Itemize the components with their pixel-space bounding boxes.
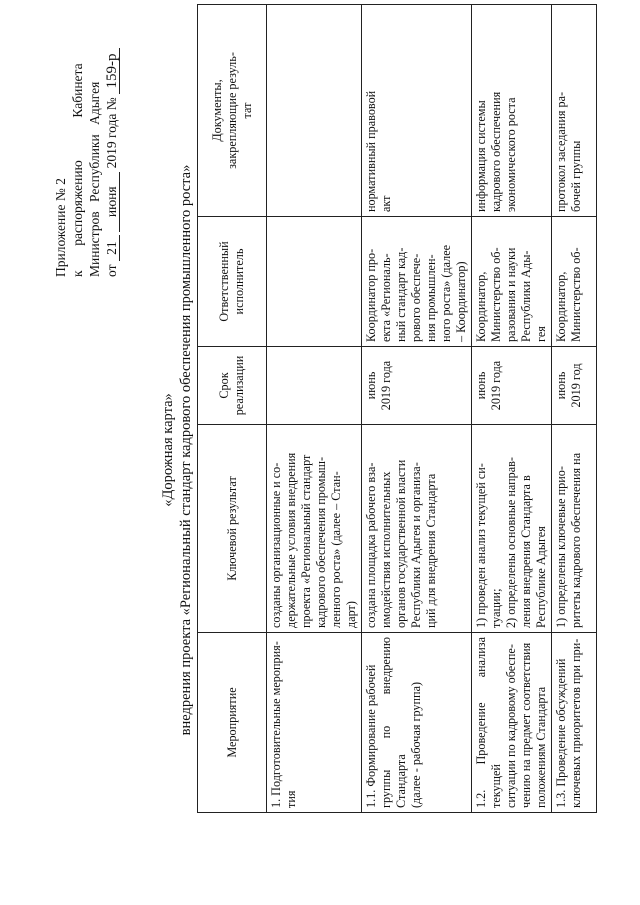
row-executor: Координатор, Министерство об- разования и науки Республики Ады- гея: [472, 217, 552, 347]
appendix-day: 21: [105, 235, 120, 261]
row-result: 1) проведен анализ текущей си- туации; 2) определены основные направ- ления внедрения Стандарта в Республике Адыгея: [472, 425, 552, 633]
table-row: [472, 5, 552, 813]
row-term: июнь 2019 год: [552, 347, 597, 425]
row-result: 1) определены ключевые прио- ритеты кадрового обеспечения на: [552, 425, 597, 633]
row-event: 1.2. Проведение анализа текущей ситуации по кадровому обеспе- чению на предмет соответствия положениям Стандарта: [472, 633, 552, 813]
row-result: создана площадка рабочего вза- имодействия исполнительных органов государственной власти Республики Адыгея и организа- ций для внедрения Стандарта: [362, 425, 472, 633]
appendix-line3: [103, 48, 120, 277]
appendix-cabinet: Кабинета: [70, 63, 85, 118]
row-event: 1.1. Формирование рабочей группы по внедрению Стандарта (далее - рабочая группа): [362, 633, 472, 813]
document-subtitle: внедрения проекта «Региональный стандарт кадрового обеспечения промышленного роста»: [178, 164, 194, 736]
row-document: информация системы кадрового обеспечения экономического роста: [472, 5, 552, 217]
header-document: Документы, закрепляющие резуль- тат: [198, 5, 267, 217]
row-executor: Координатор, Министерство об-: [552, 217, 597, 347]
document-title: «Дорожная карта»: [160, 393, 176, 507]
appendix-line2: Министров Республики Адыгея: [87, 81, 102, 277]
appendix-block: [52, 48, 120, 277]
row-term: июнь 2019 года: [472, 347, 552, 425]
header-term: Срок реализации: [198, 347, 267, 425]
row-event: 1.3. Проведение обсуждений ключевых приоритетов при при-: [552, 633, 597, 813]
appendix-year: 2019 года №: [104, 97, 119, 169]
appendix-number: 159-р: [105, 48, 120, 94]
row-document: протокол заседания ра- бочей группы: [552, 5, 597, 217]
table-row: [267, 5, 362, 813]
row-document: нормативный правовой акт: [362, 5, 472, 217]
row-executor: Координатор про- екта «Региональ- ный стандарт кад- рового обеспече- ния промышлен- ного роста» (далее – Координатор): [362, 217, 472, 347]
table-header-row: [198, 5, 267, 813]
row-event: 1. Подготовительные мероприя- тия: [267, 633, 362, 813]
appendix-order-word: распоряжению: [70, 160, 85, 246]
row-term: [267, 347, 362, 425]
header-result: Ключевой результат: [198, 425, 267, 633]
table-row: [362, 5, 472, 813]
row-result: созданы организационные и со- держательные условия внедрения проекта «Региональный стандарт кадрового обеспечения промыш- ленного роста» (далее – Стан- дарт): [267, 425, 362, 633]
appendix-line1: [69, 48, 86, 277]
row-document: [267, 5, 362, 217]
header-event: Мероприятие: [198, 633, 267, 813]
appendix-label: Приложение № 2: [53, 178, 68, 277]
appendix-month: июня: [105, 172, 120, 232]
row-executor: [267, 217, 362, 347]
appendix-from: от: [104, 264, 119, 277]
table-row: [552, 5, 597, 813]
appendix-k: к: [70, 270, 85, 277]
header-executor: Ответственный исполнитель: [198, 217, 267, 347]
roadmap-table: [197, 4, 597, 813]
row-term: июнь 2019 года: [362, 347, 472, 425]
